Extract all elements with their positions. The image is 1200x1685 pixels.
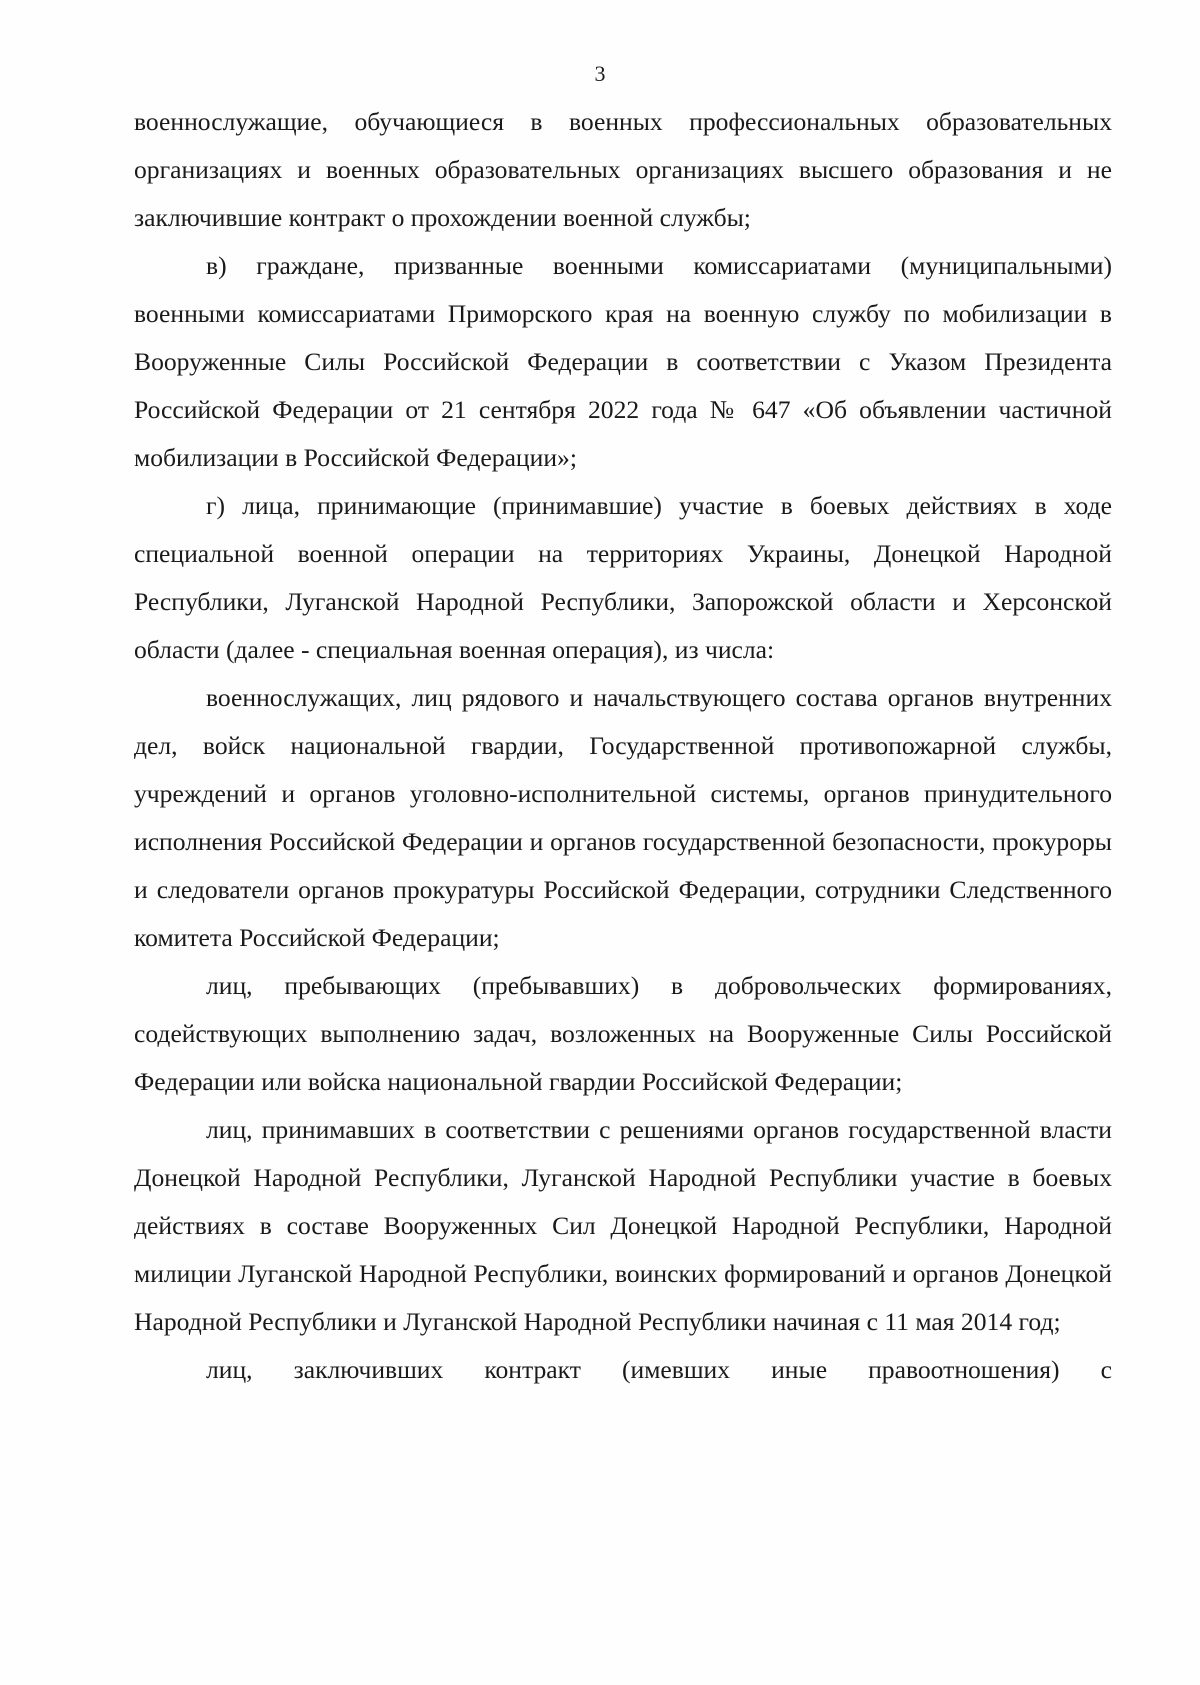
paragraph-item-v: в) граждане, призванные военными комиссариатами (муниципальными) военными комиссариатами Приморского края на военную службу по мобилизации в Вооруженные Силы Российской Федерации в соответствии с Указом Президента Российской Федерации от 21 сентября 2022 года № 647 «Об объявлении частичной мобилизации в Российской Федерации»;: [134, 251, 1112, 472]
document-body: [134, 98, 1112, 1394]
paragraph-contract: лиц, заключивших контракт (имевших иные правоотношения) с: [206, 1355, 1112, 1384]
paragraph-item-g: г) лица, принимающие (принимавшие) участие в боевых действиях в ходе специальной военной операции на территориях Украины, Донецкой Народной Республики, Луганской Народной Республики, Запорожской области и Херсонской области (далее - специальная военная операция), из числа:: [134, 491, 1112, 664]
page-number: 3: [594, 61, 606, 86]
paragraph-continuation: военнослужащие, обучающиеся в военных профессиональных образовательных организациях и военных образовательных организациях высшего образования и не заключившие контракт о прохождении военной службы;: [134, 107, 1112, 232]
paragraph-servicemen: военнослужащих, лиц рядового и начальствующего состава органов внутренних дел, войск национальной гвардии, Государственной противопожарной службы, учреждений и органов уголовно-исполнительной системы, органов принудительного исполнения Российской Федерации и органов государственной безопасности, прокуроры и следователи органов прокуратуры Российской Федерации, сотрудники Следственного комитета Российской Федерации;: [134, 683, 1112, 952]
paragraph-volunteers: лиц, пребывающих (пребывавших) в добровольческих формированиях, содействующих выполнению задач, возложенных на Вооруженные Силы Российской Федерации или войска национальной гвардии Российской Федерации;: [134, 971, 1112, 1096]
paragraph-dnr-lnr: лиц, принимавших в соответствии с решениями органов государственной власти Донецкой Народной Республики, Луганской Народной Республики участие в боевых действиях в составе Вооруженных Сил Донецкой Народной Республики, Народной милиции Луганской Народной Республики, воинских формирований и органов Донецкой Народной Республики и Луганской Народной Республики начиная с 11 мая 2014 год;: [134, 1115, 1112, 1336]
